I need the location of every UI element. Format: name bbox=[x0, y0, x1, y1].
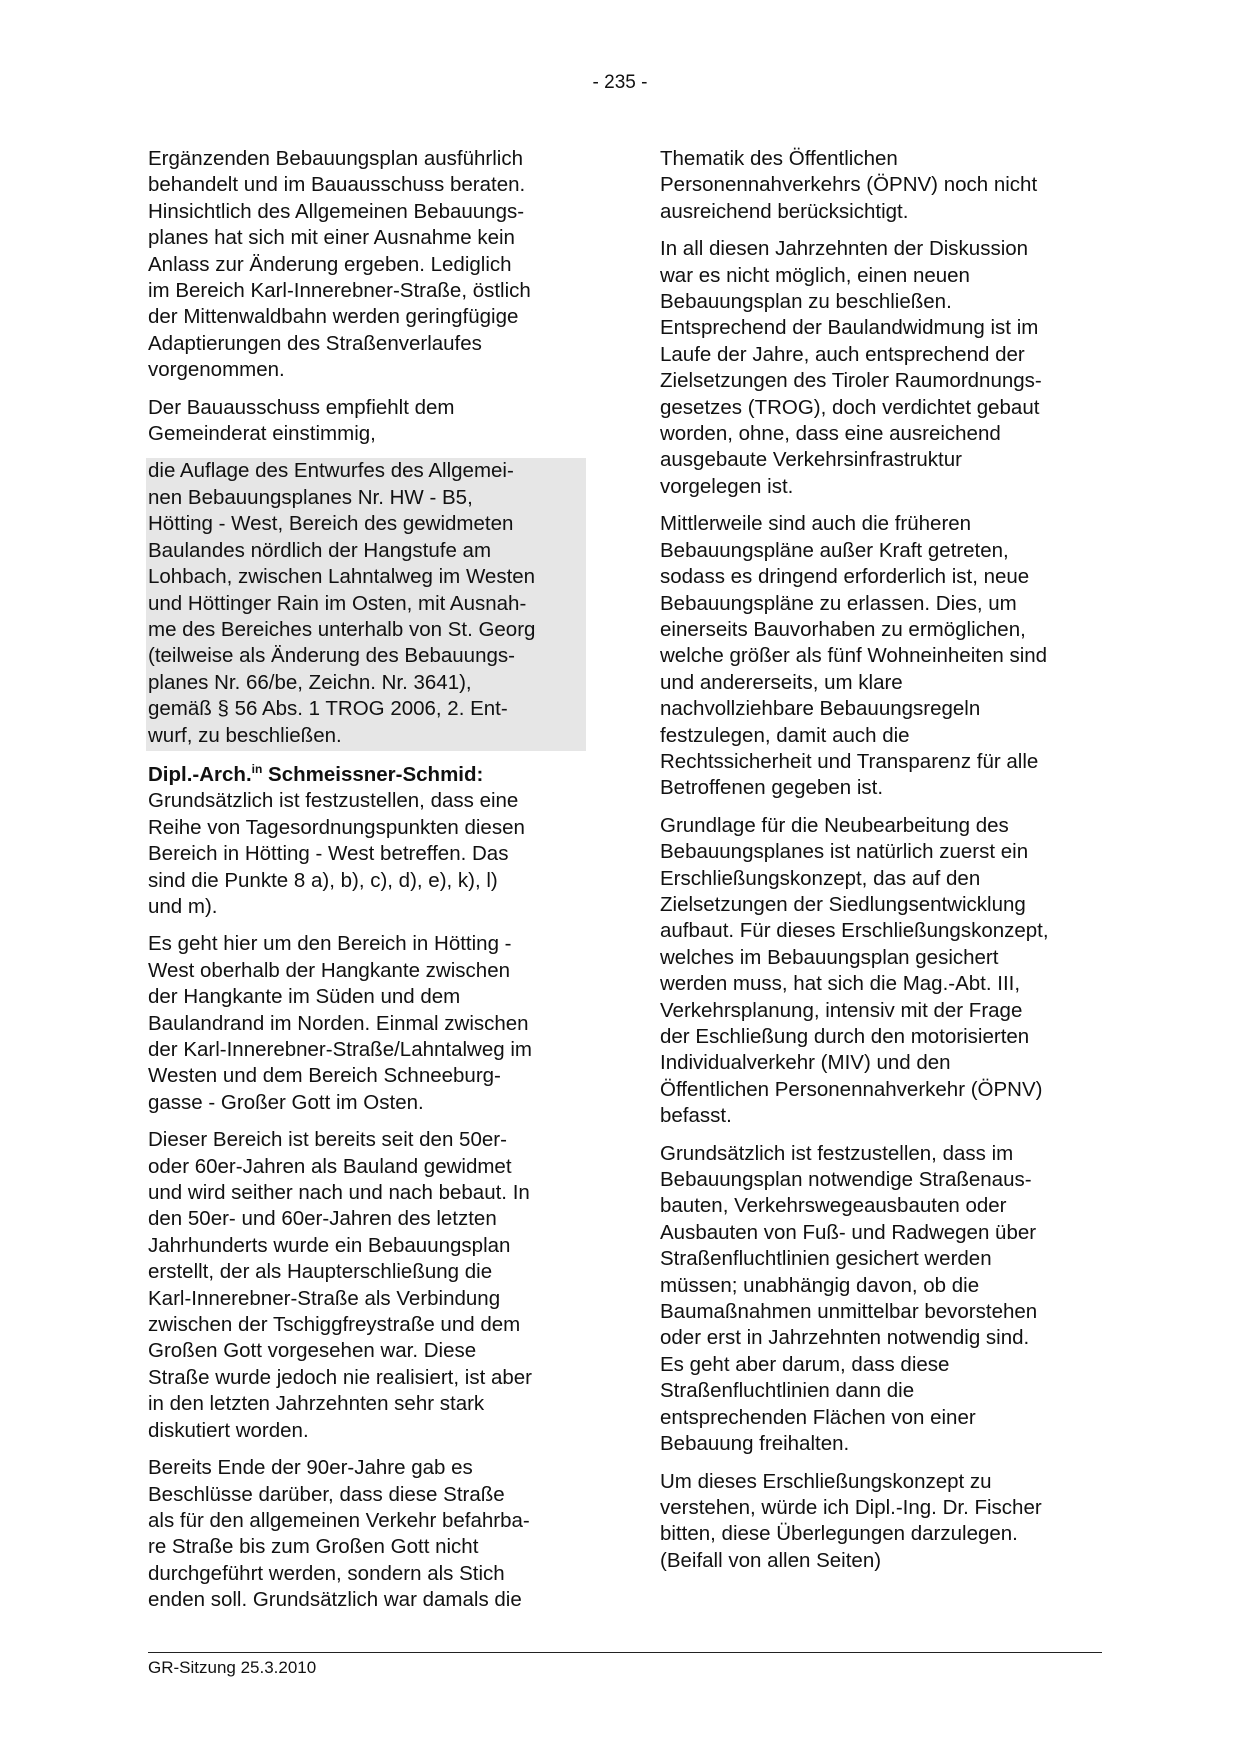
speaker-title: Dipl.-Arch. bbox=[148, 762, 252, 786]
speaker-label bbox=[148, 763, 483, 786]
speaker-name: Schmeissner-Schmid: bbox=[262, 762, 484, 786]
paragraph: Bereits Ende der 90er-Jahre gab es Beschlüsse darüber, dass diese Straße als für den allgemeinen Verkehr befahrba- re Straße bis zum Großen Gott nicht durchgeführt werden, sondern als Stich enden soll. Grundsätzlich war damals die bbox=[148, 1456, 530, 1612]
paragraph: Der Bauausschuss empfiehlt dem Gemeinderat einstimmig, bbox=[148, 395, 455, 446]
speaker-superscript: in bbox=[251, 761, 263, 776]
paragraph: Ergänzenden Bebauungsplan ausführlich behandelt und im Bauausschuss beraten. Hinsichtlich des Allgemeinen Bebauungs- planes hat sich mit einer Ausnahme kein Anlass zur Änderung ergeben. Lediglich im Bereich Karl-Innerebner-Straße, östlich der Mittenwaldbahn werden geringfügige Adaptierungen des Straßenverlaufes vorgenommen. bbox=[148, 147, 531, 382]
paragraph: In all diesen Jahrzehnten der Diskussion war es nicht möglich, einen neuen Bebauungsplan zu beschließen. Entsprechend der Baulandwidmung ist im Laufe der Jahre, auch entsprechend der Zielsetzungen des Tiroler Raumordnungs- gesetzes (TROG), doch verdichtet gebaut worden, ohne, dass eine ausreichend ausgebaute Verkehrsinfrastruktur vorgelegen ist. bbox=[660, 237, 1042, 498]
paragraph: Um dieses Erschließungskonzept zu verstehen, würde ich Dipl.-Ing. Dr. Fischer bitten, diese Überlegungen darzulegen. (Beifall von allen Seiten) bbox=[660, 1469, 1042, 1572]
paragraph: Grundlage für die Neubearbeitung des Bebauungsplanes ist natürlich zuerst ein Erschließungskonzept, das auf den Zielsetzungen der Siedlungsentwicklung aufbaut. Für dieses Erschließungskonzept, welches im Bebauungsplan gesichert werden muss, hat sich die Mag.-Abt. III, Verkehrsplanung, intensiv mit der Frage der Eschließung durch den motorisierten Individualverkehr (MIV) und den Öffentlichen Personennahverkehr (ÖPNV) befasst. bbox=[660, 813, 1049, 1128]
right-column bbox=[660, 146, 1110, 1585]
paragraph: Dieser Bereich ist bereits seit den 50er- oder 60er-Jahren als Bauland gewidmet und wird seither nach und nach bebaut. In den 50er- und 60er-Jahren des letzten Jahrhunderts wurde ein Bebauungsplan erstellt, der als Haupterschließung die Karl-Innerebner-Straße als Verbindung zwischen der Tschiggfreystraße und dem Großen Gott vorgesehen war. Diese Straße wurde jedoch nie realisiert, ist aber in den letzten Jahrzehnten sehr stark diskutiert worden. bbox=[148, 1128, 532, 1442]
speaker-paragraph bbox=[148, 762, 588, 920]
paragraph: Grundsätzlich ist festzustellen, dass im Bebauungsplan notwendige Straßenaus- bauten, Verkehrswegeausbauten oder Ausbauten von Fuß- und Radwegen über Straßenfluchtlinien gesichert werden müssen; unabhängig davon, ob die Baumaßnahmen unmittelbar bevorstehen oder erst in Jahrzehnten notwendig sind. Es geht aber darum, dass diese Straßenfluchtlinien dann die entsprechenden Flächen von einer Bebauung freihalten. bbox=[660, 1141, 1038, 1456]
footer-divider bbox=[148, 1652, 1102, 1653]
paragraph: Thematik des Öffentlichen Personennahverkehrs (ÖPNV) noch nicht ausreichend berücksichtigt. bbox=[660, 147, 1038, 223]
resolution-text: die Auflage des Entwurfes des Allgemei- nen Bebauungsplanes Nr. HW - B5, Hötting - West, Bereich des gewidmeten Baulandes nördlich der Hangstufe am Lohbach, zwischen Lahntalweg im Westen und Höttinger Rain im Osten, mit Ausnah- me des Bereiches unterhalb von St. Georg (teilweise als Änderung des Bebauungs- planes Nr. 66/be, Zeichn. Nr. 3641), gemäß § 56 Abs. 1 TROG 2006, 2. Ent- wurf, zu beschließen. bbox=[146, 458, 586, 750]
paragraph: Mittlerweile sind auch die früheren Bebauungspläne außer Kraft getreten, sodass es dringend erforderlich ist, neue Bebauungspläne zu erlassen. Dies, um einerseits Bauvorhaben zu ermöglichen, welche größer als fünf Wohneinheiten sind und andererseits, um klare nachvollziehbare Bebauungsregeln festzulegen, damit auch die Rechtssicherheit und Transparenz für alle Betroffenen gegeben ist. bbox=[660, 512, 1048, 800]
page-number: - 235 - bbox=[592, 72, 648, 93]
footer-text: GR-Sitzung 25.3.2010 bbox=[148, 1658, 317, 1677]
speech-text: Grundsätzlich ist festzustellen, dass eine Reihe von Tagesordnungspunkten diesen Bereich in Hötting - West betreffen. Das sind die Punkte 8 a), b), c), d), e), k), l) und m). bbox=[148, 789, 525, 918]
left-column bbox=[148, 146, 588, 1625]
paragraph: Es geht hier um den Bereich in Hötting - West oberhalb der Hangkante zwischen der Hangkante im Süden und dem Baulandrand im Norden. Einmal zwischen der Karl-Innerebner-Straße/Lahntalweg im Westen und dem Bereich Schneeburg- gasse - Großer Gott im Osten. bbox=[148, 932, 532, 1114]
